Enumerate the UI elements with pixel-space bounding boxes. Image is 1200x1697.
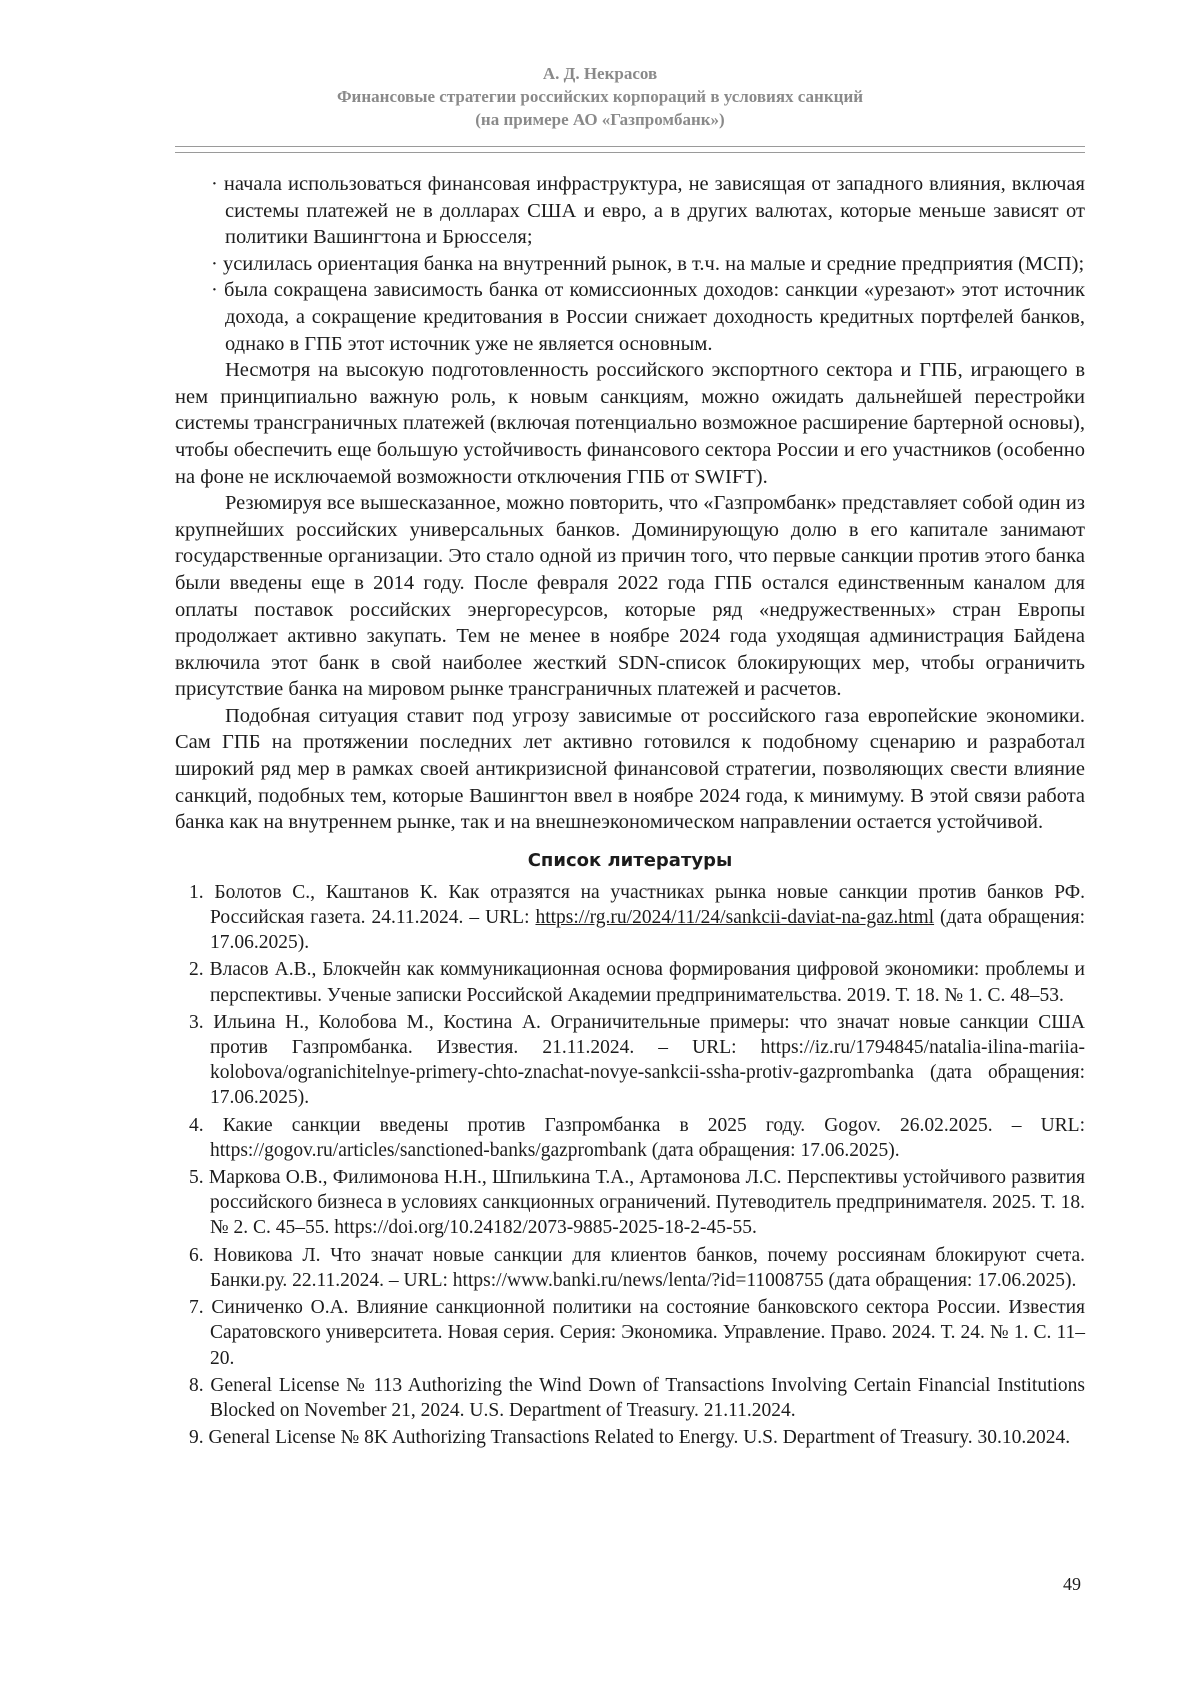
reference-text: (дата обращения: 17.06.2025). <box>210 907 1085 954</box>
paragraph: Резюмируя все вышесказанное, можно повторить, что «Газпромбанк» представляет собой один из крупнейших российских универсальных банков. Доминирующую долю в его капитале занимают государственные организации. Это стало одной из причин того, что первые санкции против этого банка были введены еще в 2014 году. После февраля 2022 года ГПБ остался единственным каналом для оплаты поставок российских энергоресурсов, которые ряд «недружественных» стран Европы продолжает активно закупать. Тем не менее в ноябре 2024 года уходящая администрация Байдена включила этот банк в свой наиболее жесткий SDN-список блокирующих мер, чтобы ограничить присутствие банка на мировом рынке трансграничных платежей и расчетов. <box>175 492 1085 701</box>
bullet-item: · усилилась ориентация банка на внутренний рынок, в т.ч. на малые и средние предприятия (МСП); <box>211 252 1085 275</box>
references-heading: Список литературы <box>527 849 733 871</box>
bullet-item: · была сокращена зависимость банка от комиссионных доходов: санкции «урезают» этот источник дохода, а сокращение кредитования в России снижает доходность кредитных портфелей банков, однако в ГПБ этот источник уже не является основным. <box>211 279 1085 355</box>
main-text <box>175 171 1085 1452</box>
reference-item: 6. Новикова Л. Что значат новые санкции для клиентов банков, почему россиянам блокируют счета. Банки.ру. 22.11.2024. – URL: https://www.banki.ru/news/lenta/?id=11008755 (дата обращения: 17.06.2025). <box>189 1244 1085 1291</box>
header-title-line1: Финансовые стратегии российских корпораций в условиях санкций <box>336 87 864 106</box>
header-rule-bottom <box>175 152 1085 153</box>
reference-item: 8. General License № 113 Authorizing the Wind Down of Transactions Involving Certain Financial Institutions Blocked on November 21, 2024. U.S. Department of Treasury. 21.11.2024. <box>189 1374 1085 1421</box>
reference-item: 2. Власов А.В., Блокчейн как коммуникационная основа формирования цифровой экономики: проблемы и перспективы. Ученые записки Российской Академии предпринимательства. 2019. Т. 18. № 1. С. 48–53. <box>189 959 1085 1006</box>
reference-item: 3. Ильина Н., Колобова М., Костина А. Ограничительные примеры: что значат новые санкции США против Газпромбанка. Известия. 21.11.2024. – URL: https://iz.ru/1794845/natalia-ilina-mariia-kolobova/ogranichitelnye-primery-chto-znachat-novye-sankcii-ssha-protiv-gazprombanka (дата обращения: 17.06.2025). <box>189 1011 1085 1109</box>
running-header <box>0 62 1200 131</box>
page-number: 49 <box>1063 1574 1081 1594</box>
header-author: А. Д. Некрасов <box>542 64 658 83</box>
reference-link[interactable]: https://rg.ru/2024/11/24/sankcii-daviat-na-gaz.html <box>535 907 935 929</box>
reference-item: 7. Синиченко О.А. Влияние санкционной политики на состояние банковского сектора России. Известия Саратовского университета. Новая серия. Серия: Экономика. Управление. Право. 2024. Т. 24. № 1. С. 11–20. <box>189 1297 1085 1369</box>
reference-item <box>189 880 1085 956</box>
paragraph: Несмотря на высокую подготовленность российского экспортного сектора и ГПБ, играющего в нем принципиально важную роль, к новым санкциям, можно ожидать дальнейшей перестройки системы трансграничных платежей (включая потенциально возможное расширение бартерной основы), чтобы обеспечить еще большую устойчивость финансового сектора России и его участников (особенно на фоне не исключаемой возможности отключения ГПБ от SWIFT). <box>175 359 1085 488</box>
reference-item: 9. General License № 8K Authorizing Transactions Related to Energy. U.S. Department of Treasury. 30.10.2024. <box>189 1427 1071 1449</box>
paragraph: Подобная ситуация ставит под угрозу зависимые от российского газа европейские экономики. Сам ГПБ на протяжении последних лет активно готовился к подобному сценарию и разработал широкий ряд мер в рамках своей антикризисной финансовой стратегии, позволяющих свести влияние санкций, подобных тем, которые Вашингтон ввел в ноябре 2024 года, к минимуму. В этой связи работа банка как на внутреннем рынке, так и на внешнеэкономическом направлении остается устойчивой. <box>175 704 1085 834</box>
header-rule-top <box>175 146 1085 147</box>
reference-item: 4. Какие санкции введены против Газпромбанка в 2025 году. Gogov. 26.02.2025. – URL: https://gogov.ru/articles/sanctioned-banks/gazprombank (дата обращения: 17.06.2025). <box>189 1114 1085 1161</box>
reference-item: 5. Маркова О.В., Филимонова Н.Н., Шпилькина Т.А., Артамонова Л.С. Перспективы устойчивого развития российского бизнеса в условиях санкционных ограничений. Путеводитель предпринимателя. 2025. Т. 18. № 2. С. 45–55. https://doi.org/10.24182/2073-9885-2025-18-2-45-55. <box>189 1167 1085 1239</box>
header-title-line2: (на примере АО «Газпромбанк») <box>475 110 725 129</box>
bullet-item: · начала использоваться финансовая инфраструктура, не зависящая от западного влияния, включая системы платежей не в долларах США и евро, а в других валютах, которые меньше зависят от политики Вашингтона и Брюсселя; <box>211 173 1085 249</box>
reference-text: 1. Болотов С., Каштанов К. Как отразятся на участниках рынка новые санкции против банков РФ. Российская газета. 24.11.2024. – URL: <box>189 881 1085 929</box>
